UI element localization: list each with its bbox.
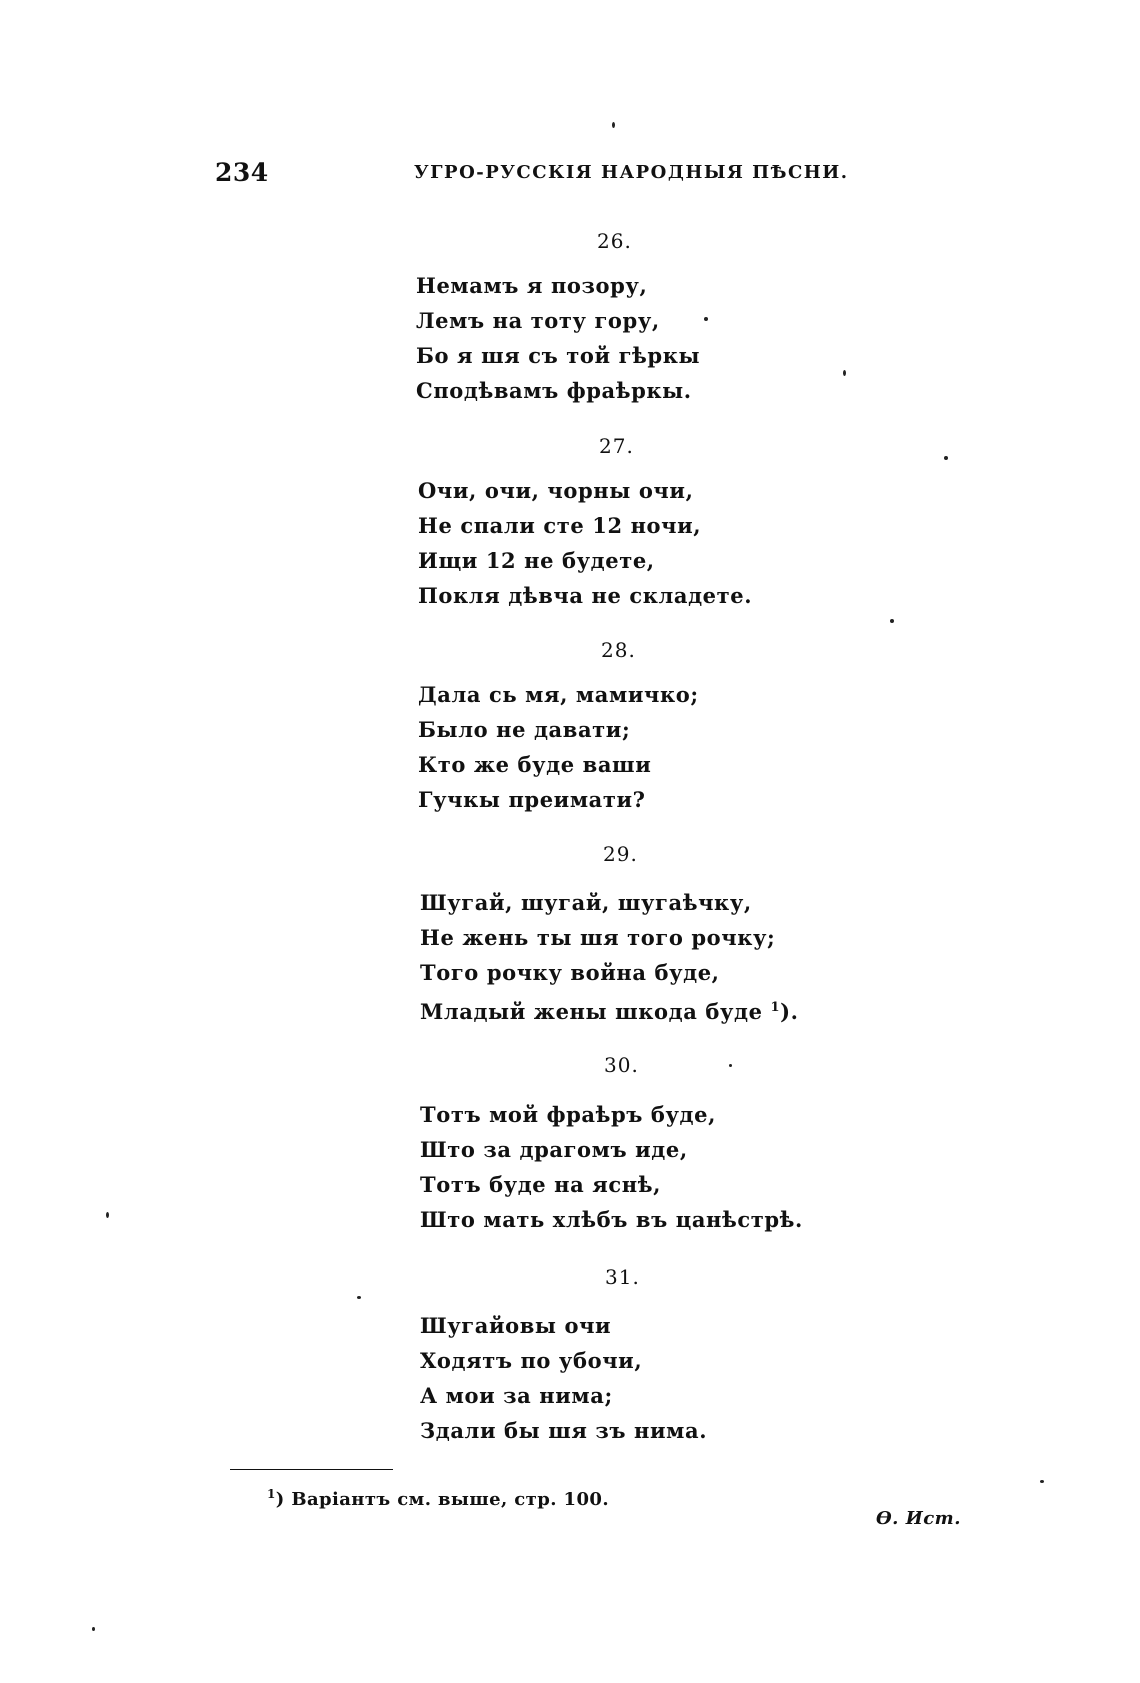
verse-line: Того рочку война буде, xyxy=(420,960,720,985)
verse-line: А мои за нима; xyxy=(420,1383,613,1408)
verse-line: Шугай, шугай, шугаѣчку, xyxy=(420,890,752,915)
verse-line: Не жень ты шя того рочку; xyxy=(420,925,776,950)
verse-line: Бо я шя съ той гѣркы xyxy=(416,343,701,368)
print-speck xyxy=(612,122,615,128)
stanza xyxy=(418,473,752,613)
print-speck xyxy=(704,317,708,321)
verse-line: Сподѣвамъ фраѣркы. xyxy=(416,378,692,403)
verse-line: Было не давати; xyxy=(418,717,631,742)
signature: Ѳ. Ист. xyxy=(876,1508,961,1529)
verse-line: Здали бы шя зъ нима. xyxy=(420,1418,708,1443)
verse-line: Покля дѣвча не складете. xyxy=(418,583,753,608)
song-number: 29. xyxy=(603,842,638,866)
verse-closing: ). xyxy=(780,999,799,1024)
print-speck xyxy=(106,1212,109,1218)
verse-line: Не спали сте 12 ночи, xyxy=(418,513,702,538)
stanza xyxy=(420,885,799,1029)
stanza xyxy=(416,268,700,408)
verse-line: Тотъ мой фраѣръ буде, xyxy=(420,1102,717,1127)
print-speck xyxy=(1040,1480,1044,1483)
song-number: 27. xyxy=(599,434,634,458)
verse-line: Дала сь мя, мамичко; xyxy=(418,682,699,707)
verse-line: Што мать хлѣбъ въ цанѣстрѣ. xyxy=(420,1207,803,1232)
verse-text: Младый жены шкода буде xyxy=(420,999,763,1024)
verse-line xyxy=(420,990,799,1029)
print-speck xyxy=(890,619,894,623)
page-number: 234 xyxy=(215,158,269,187)
stanza xyxy=(420,1097,803,1237)
song-number: 26. xyxy=(597,229,632,253)
print-speck xyxy=(944,456,948,460)
verse-line: Шугайовы очи xyxy=(420,1313,612,1338)
print-speck xyxy=(843,370,846,376)
footnote-text: ) Варіантъ см. выше, стр. 100. xyxy=(275,1489,609,1510)
verse-line: Немамъ я позору, xyxy=(416,273,648,298)
song-number: 28. xyxy=(601,638,636,662)
footnote xyxy=(267,1487,609,1510)
verse-line: Ходятъ по убочи, xyxy=(420,1348,643,1373)
print-speck xyxy=(729,1064,732,1067)
verse-line: Ищи 12 не будете, xyxy=(418,548,655,573)
verse-line: Тотъ буде на яснѣ, xyxy=(420,1172,662,1197)
verse-line: Гучкы преимати? xyxy=(418,787,646,812)
footnote-marker: 1 xyxy=(770,1000,781,1015)
verse-line: Кто же буде ваши xyxy=(418,752,652,777)
verse-line: Очи, очи, чорны очи, xyxy=(418,478,694,503)
running-title: УГРО-РУССКІЯ НАРОДНЫЯ ПѢСНИ. xyxy=(414,162,849,183)
footnote-rule xyxy=(230,1469,393,1470)
stanza xyxy=(420,1308,707,1448)
stanza xyxy=(418,677,699,817)
verse-line: Лемъ на тоту гору, xyxy=(416,308,660,333)
song-number: 31. xyxy=(605,1265,640,1289)
print-speck xyxy=(92,1627,95,1631)
song-number: 30. xyxy=(604,1053,639,1077)
verse-line: Што за драгомъ иде, xyxy=(420,1137,688,1162)
footnote-number: 1 xyxy=(267,1487,276,1501)
print-speck xyxy=(357,1296,361,1299)
